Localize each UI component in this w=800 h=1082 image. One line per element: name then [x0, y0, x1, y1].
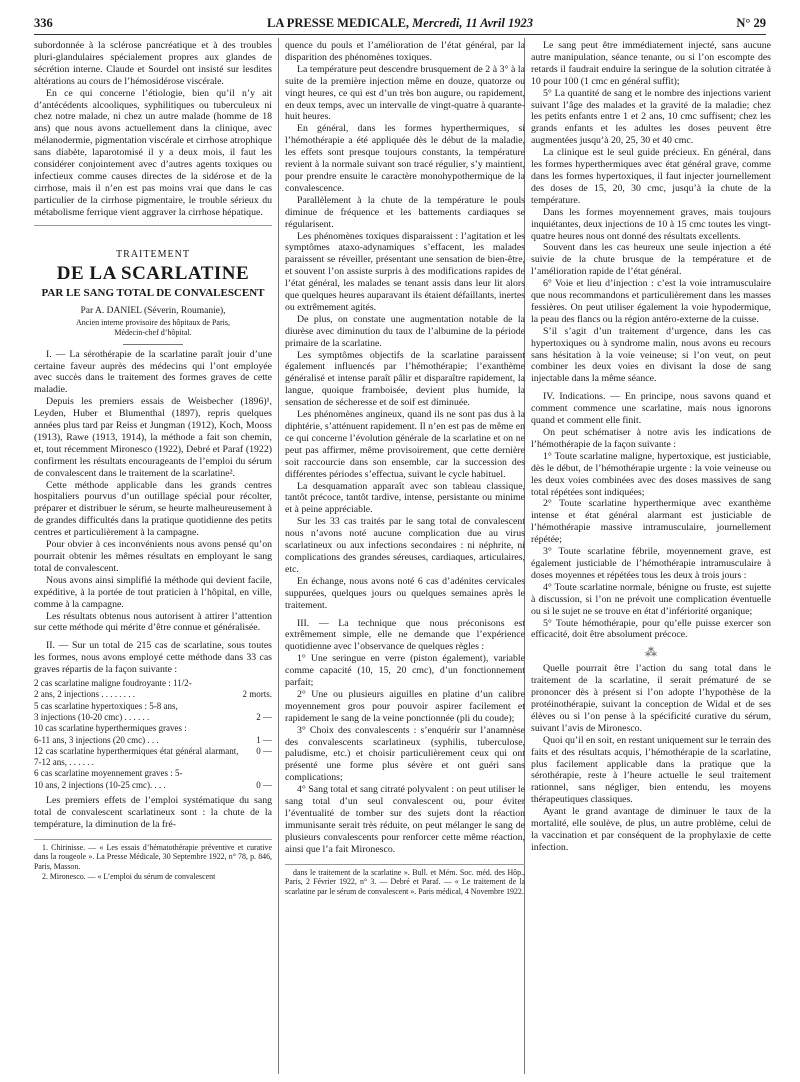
death-count [238, 701, 272, 712]
section-ornament: ⁂ [645, 645, 657, 660]
paragraph: Sur les 33 cas traités par le sang total de convalescent nous n’avons noté aucune complication due au virus scarlatineux ou aux infections secondaires : ni néphrite, ni complications des grandes séreuses, cardiaques, articulaires, etc. [285, 516, 525, 575]
list-item: 3° Choix des convalescents : s’enquérir sur l’anamnèse des convalescents scarlatineux (syphilis, tuberculose, paludisme, etc.) et choisir particulièrement ceux qui ont présenté une forme plus sévère et ont guéri sans complications; [285, 724, 525, 784]
paragraph: Les symptômes objectifs de la scarlatine paraissent également influencés par l’hémothérapie; l’exanthème généralisé et intense paraît pâlir et disparaître rapidement, la langue, quoique framboisée, devient plus humide, la sensation de sécheresse et de soif est diminuée. [285, 349, 525, 409]
table-row [34, 768, 272, 779]
case-description: 12 cas scarlatine hyperthermiques état général alarmant, 7-12 ans, . . . . . . [34, 745, 239, 768]
paragraph: La desquamation apparaît avec son tableau classique, tantôt précoce, tantôt tardive, intense, persistante ou minime et à peine appréciable. [285, 480, 525, 516]
case-description: 3 injections (10-20 cmc) . . . . . . [34, 711, 150, 722]
paragraph: quence du pouls et l’amélioration de l’état général, par la disparition des phénomènes toxiques. [285, 40, 525, 63]
paragraph: Souvent dans les cas heureux une seule injection a été suivie de la chute brusque de la température et de l’amélioration rapide de l’état général. [531, 242, 771, 278]
paragraph: Le sang peut être immédiatement injecté, sans aucune autre manipulation, séance tenante, ou si l’on escompte des retards il faudrait enduire la seringue de la solution citratée à 10 pour 100 (1 cmc en général suffit); [531, 40, 771, 87]
paragraph: S’il s’agit d’un traitement d’urgence, dans les cas hypertoxiques ou à syndrome malin, nous avons eu recours sans hésitation à la voie veineuse; si l’on veut, on peut combiner les deux voies en divisant la dose de sang injectable dans la même séance. [531, 325, 771, 385]
list-item: 5° Toute hémothérapie, pour qu’elle puisse exercer son efficacité, doit être absolument précoce. [531, 617, 771, 641]
list-item: 4° Toute scarlatine normale, bénigne ou fruste, est sujette à discussion, si l’on ne prévoit une complication éventuelle ou si le sujet ne se trouve en état d’infériorité organique; [531, 581, 771, 617]
article-author: Par A. DANIEL (Séverin, Roumanie), [80, 305, 226, 316]
column-divider [278, 38, 279, 1074]
section-ii: II. — Sur un total de 215 cas de scarlatine, sous toutes les formes, nous avons employé cette méthode dans 33 cas graves répartis de la façon suivante : [34, 640, 272, 676]
paragraph: En échange, nous avons noté 6 cas d’adénites cervicales suppurées, quelques jours ou quelques semaines après le traitement. [285, 575, 525, 611]
table-row [34, 780, 272, 791]
footnote: 1. Chirinisse. — « Les essais d’hématothérapie préventive et curative dans la rougeole ». La Presse Médicale, 30 Septembre 1922, n° 78, p. 846, Paris, Masson. [34, 842, 272, 871]
paragraph: Ayant le grand avantage de diminuer le taux de la mortalité, elle soulève, de plus, un autre problème, celui de la vaccination et par conséquent de la prophylaxie de cette infection. [531, 806, 771, 853]
title-rule [123, 344, 183, 345]
section-intro: I. — La sérothérapie de la scarlatine paraît jouir d’une certaine faveur auprès des médecins qui l’ont employée avec succès dans le traitement des formes graves de cette maladie. [34, 348, 272, 396]
paragraph: De plus, on constate une augmentation notable de la diurèse avec diminution du taux de l’albumine de la période primaire de la scarlatine. [285, 313, 525, 349]
paragraph: Quelle pourrait être l’action du sang total dans le traitement de la scarlatine, il serait prématuré de se prononcer dès à présent si l’on adopte l’hypothèse de la protéinothérapie, suivant la conception de Widal et de ses élèves ou si l’on pense à la spécificité curative du sérum, suivant l’avis de Mironesco. [531, 663, 771, 734]
table-row [34, 746, 272, 769]
table-row [34, 735, 272, 746]
case-statistics-table [34, 678, 272, 791]
paragraph: Quoi qu’il en soit, en restant uniquement sur le terrain des faits et des résultats acquis, l’hémothérapie de la scarlatine, plus facilement applicable dans la pratique que la sérothérapie, reste à l’heure actuelle le seul traitement rationnel, sans négliger, bien entendu, les moyens thérapeutiques classiques. [531, 734, 771, 806]
paragraph: Nous avons ainsi simplifié la méthode qui devient facile, expéditive, à la portée de tout praticien à l’hôpital, en ville, comme à la campagne. [34, 574, 272, 610]
header-rule [34, 34, 766, 35]
list-item: 5° La quantité de sang et le nombre des injections varient suivant l’âge des malades et la gravité de la maladie; chez les petits enfants entre 1 et 2 ans, 10 cmc suffisent; chez les grands enfants et les adultes les doses peuvent être augmentées jusqu’à 20, 25, 30 et 40 cmc. [531, 87, 771, 147]
paragraph: Pour obvier à ces inconvénients nous avons pensé qu’on pourrait obtenir les mêmes résultats en employant le sang total de convalescent. [34, 539, 272, 574]
issue-date: Mercredi, 11 Avril 1923 [412, 16, 533, 30]
table-row [34, 689, 272, 700]
footnote-continuation [285, 864, 525, 897]
footnote: 2. Mironesco. — « L’emploi du sérum de convalescent [42, 871, 216, 881]
article-heading [34, 225, 272, 345]
table-row [34, 712, 272, 723]
table-row [34, 723, 272, 734]
paragraph: Les premiers effets de l’emploi systématique du sang total de convalescent scarlatineux sont : la chute de la température, la diminution de la fré- [34, 795, 272, 830]
table-row [34, 701, 272, 712]
article-subtitle: PAR LE SANG TOTAL DE CONVALESCENT [41, 286, 265, 299]
page-header [34, 16, 766, 34]
table-row [34, 678, 272, 689]
paragraph: Cette méthode applicable dans les grands centres hospitaliers pourvus d’un outillage spécial pour récolter, préparer et distribuer le sérum, se heurte malheureusement à de grandes difficultés dans la pratique quotidienne des petits centres et particulièrement à la campagne. [34, 479, 272, 539]
column-1 [34, 40, 272, 1076]
paragraph: Les phénomènes toxiques disparaissent : l’agitation et les symptômes ataxo-adynamiques s’effacent, les malades paraissent se réveiller, présentant une sensation de bien-être, et souvent l’on assiste surpris à des modifications rapides de l’état général, les malades se tenant assis dans leur lit alors que quelques heures auparavant ils étaient défaillants, inertes ou extrêmement agités. [285, 230, 525, 313]
list-item: 1° Une seringue en verre (piston également), variable comme capacité (10, 15, 20 cmc), d’un fonctionnement parfait; [285, 653, 525, 689]
paragraph: Depuis les premiers essais de Weisbecher (1896)¹, Leyden, Huber et Blumenthal (1897), repris quelques années plus tard par Reiss et Jungman (1912), Koch, Mooss (1913), Rawe (1913, 1914), la méthode a fait son chemin, et, tout récemment Mironesco (1922), Debré et Paraf (1922) confirment les résultats encourageants de l’emploi du sérum de convalescent dans le traitement de la scarlatine². [34, 396, 272, 479]
paragraph: Les résultats obtenus nous autorisent à attirer l’attention sur cette méthode qui mérite d’être connue et généralisée. [34, 610, 272, 634]
article-title: DE LA SCARLATINE [56, 262, 250, 284]
page-number: 336 [34, 16, 53, 30]
paragraph: En général, dans les formes hyperthermiques, si l’hémothérapie a été appliquée dès le début de la maladie, les effets sont presque toujours constants, la température revient à la normale suivant son tracé régulier, s’y maintient, pour prendre ensuite le caractère monohypothermique de la convalescence. [285, 123, 525, 194]
issue-number: N° 29 [736, 16, 766, 30]
case-description: 10 ans, 2 injections (10-25 cmc). . . . [34, 779, 166, 790]
death-count: 0 — [256, 779, 272, 790]
paragraph: La clinique est le seul guide précieux. En général, dans les formes hyperthermiques avec état général grave, comme dans les formes hypertoxiques, il faut injecter journellement des doses de 15, 20, 30 cmc, jusqu’à la chute de la température. [531, 147, 771, 206]
death-count: 2 — [256, 711, 272, 722]
footnotes [34, 839, 272, 881]
column-3 [531, 40, 771, 1076]
footnote: dans le traitement de la scarlatine ». Bull. et Mém. Soc. méd. des Hôp., Paris, 2 Février 1922, n° 3. — Debré et Paraf. — « Le traitement de la scarlatine par le sérum de convalescent ». Paris médical, 4 Novembre 1922. [285, 867, 525, 896]
case-description: 6-11 ans, 3 injections (20 cmc) . . . [34, 734, 159, 745]
death-count [238, 678, 272, 689]
death-count [238, 723, 272, 734]
case-description: 2 ans, 2 injections . . . . . . . . [34, 689, 135, 700]
paragraph: Les phénomènes angineux, quand ils ne sont pas dus à la diphtérie, s’atténuent rapidement. Il n’en est pas de même en ce qui concerne l’évolution générale de la scarlatine et on ne peut pas affirmer, même provisoirement, que cette dernière soit raccourcie dans son ensemble, car la succession des différentes périodes s’effectua, suivant le cycle habituel. [285, 409, 525, 480]
list-item: 3° Toute scarlatine fébrile, moyennement grave, est également justiciable de l’hémothérapie intramusculaire à doses moyennes et répétées tous les deux à trois jours : [531, 546, 771, 581]
column-2 [285, 40, 525, 1076]
paragraph: Parallèlement à la chute de la température le pouls diminue de fréquence et les battements cardiaques se régularisent. [285, 194, 525, 230]
death-count: 0 — [256, 745, 272, 756]
section-iii: III. — La technique que nous préconisons est extrêmement simple, elle ne demande que l’expérience quotidienne avec l’observance de quelques règles : [285, 617, 525, 653]
list-item: 6° Voie et lieu d’injection : c’est la voie intramusculaire que nous recommandons et particulièrement dans les masses fessières. On peut utiliser également la voie hypodermique, la peau des flancs ou la région antéro-externe de la cuisse. [531, 278, 771, 325]
article-kicker: TRAITEMENT [116, 248, 190, 260]
death-count: 1 — [256, 734, 272, 745]
paragraph: En ce qui concerne l’étiologie, bien qu’il n’y ait d’antécédents alcooliques, syphilitiques ou tuberculeux ni chez notre malade, ni chez un autre malade (homme de 18 ans) que nous avons actuellement dans la clinique, avec mélanodermie, pigmentation viscérale et cirrhose atrophique sans diabète, laparotomisé il y a deux mois, il faut les considérer conjointement avec d’autres agents toxiques ou infectieux comme causes directes de la sidérose et de la cirrhose, mais il n’en est pas moins vrai que dans le cas particulier de la cirrhose pigmentaire, le trouble sérieux du métabolisme ferrique vient aggraver la cirrhose hépatique. [34, 87, 272, 218]
list-item: 4° Sang total et sang citraté polyvalent : on peut utiliser le sang total d’un seul convalescent ou, pour éviter l’éventualité de tomber sur des sujets dont la réaction immunisante serait très réduite, on peut mélanger le sang de plusieurs convalescents pour renforcer cette même réaction, ainsi que l’a fait Mironesco. [285, 784, 525, 855]
case-description: 5 cas scarlatine hypertoxiques : 5-8 ans, [34, 700, 178, 711]
paragraph: Dans les formes moyennement graves, mais toujours inquiétantes, deux injections de 10 à 15 cmc toutes les vingt-quatre heures nous ont donné des résultats excellents. [531, 206, 771, 242]
paragraph: On peut schématiser à notre avis les indications de l’hémothérapie de la façon suivante : [531, 427, 771, 450]
case-description: 6 cas scarlatine moyennement graves : 5- [34, 768, 183, 779]
list-item: 2° Une ou plusieurs aiguilles en platine d’un calibre moyennement gros pour pouvoir aspirer facilement et rapidement le sang de la veine ponctionnée (pli du coude); [285, 688, 525, 724]
death-count: 2 morts. [242, 689, 272, 700]
section-iv: IV. Indications. — En principe, nous savons quand et comment commence une scarlatine, mais nous ignorons quand et comment elle finit. [531, 391, 771, 427]
paragraph: subordonnée à la sclérose pancréatique et à des troubles pluri-glandulaires spécialement propres aux glandes de sécrétion interne. Claude et Sourdel ont insisté sur lesdites altérations au cours de l’hémosidérose viscérale. [34, 40, 272, 87]
paragraph: La température peut descendre brusquement de 2 à 3° à la suite de la première injection même en douze, quatorze ou vingt heures, ce qui est d’un très bon augure, ou rapidement, en deux temps, avec un intervalle de vingt-quatre à quarante-huit heures. [285, 63, 525, 123]
death-count [238, 768, 272, 779]
list-item: 1° Toute scarlatine maligne, hypertoxique, est justiciable, dès le début, de l’hémothérapie urgente : la voie veineuse ou les deux voies combinées avec des doses massives de sang total répétées sont indiquées; [531, 450, 771, 498]
case-description: 10 cas scarlatine hyperthermiques graves : [34, 723, 187, 734]
case-description: 2 cas scarlatine maligne foudroyante : 11/2- [34, 678, 192, 689]
journal-title: LA PRESSE MEDICALE, Mercredi, 11 Avril 1923 [266, 16, 533, 30]
author-affiliation: Médecin-chef d’hôpital. [114, 327, 192, 337]
author-affiliation: Ancien interne provisoire des hôpitaux de Paris, [76, 317, 230, 327]
list-item: 2° Toute scarlatine hyperthermique avec exanthème intense et état général alarmant est justiciable de l’hémothérapie massive intramusculaire, journellement répétée; [531, 498, 771, 546]
